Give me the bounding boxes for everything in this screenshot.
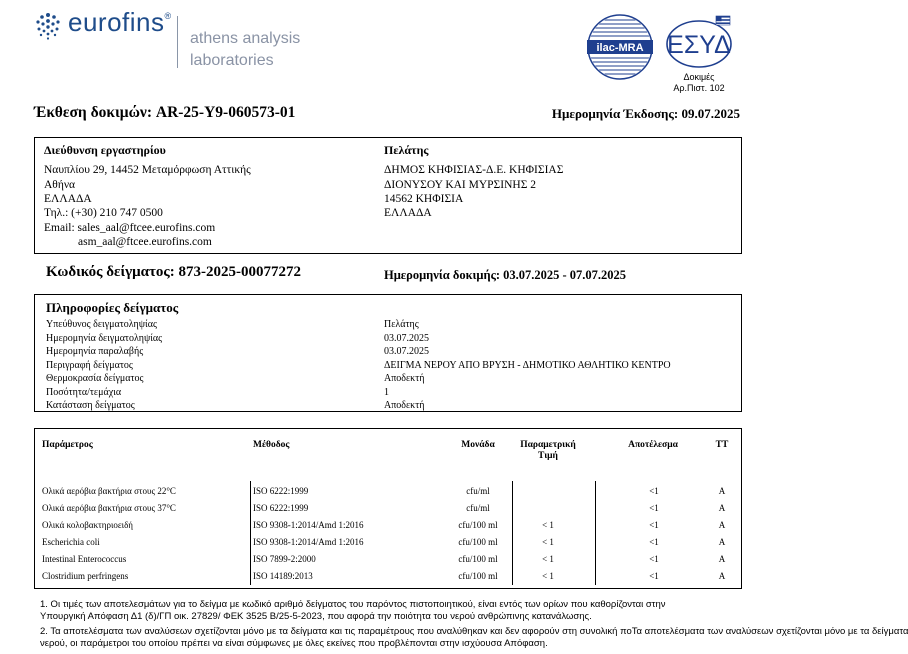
note-2-line2: νερού, οι παράμετροι του οποίου πρέπει να είναι σύμφωνες με όλες εκείνες που προβλέπονται στην ισχύουσα Απόφαση. xyxy=(40,638,548,649)
note-1-line2: Υπουργική Απόφαση Δ1 (δ)/ΓΠ οικ. 27829/ ΦΕΚ 3525 Β/25-5-2023, που αφορά την ποιότητα του νερού ανθρώπινης κατανάλωσης. xyxy=(40,611,592,622)
row-parametric-value: < 1 xyxy=(542,537,554,547)
row-result: <1 xyxy=(649,486,659,496)
row-tt: A xyxy=(718,537,726,547)
col-header-parametric-value-line1: Παραμετρική xyxy=(520,440,576,450)
row-method: ISO 9308-1:2014/Amd 1:2016 xyxy=(253,537,364,547)
note-1-line1: 1. Οι τιμές των αποτελεσμάτων για το δείγμα με κωδικό αριθμό δείγματος του παρόντος πιστοποιητικού, είναι εντός των ορίων που καθορίζονται στην xyxy=(40,599,666,610)
esyd-seal-icon xyxy=(664,14,734,70)
row-tt: A xyxy=(718,503,726,513)
col-header-method: Μέθοδος xyxy=(253,440,290,450)
col-header-tt: TT xyxy=(715,440,729,450)
row-tt: A xyxy=(718,571,726,581)
lab-email-sales: Email: sales_aal@ftcee.eurofins.com xyxy=(44,221,216,234)
row-method: ISO 7899-2:2000 xyxy=(253,554,316,564)
row-result: <1 xyxy=(649,554,659,564)
row-parameter: Ολικά κολοβακτηριοειδή xyxy=(42,520,134,530)
row-result: <1 xyxy=(649,571,659,581)
lab-address-line: Ναυπλίου 29, 14452 Μεταμόρφωση Αττικής xyxy=(44,164,251,176)
row-result: <1 xyxy=(649,503,659,513)
row-parameter: Ολικά αερόβια βακτήρια στους 37°C xyxy=(42,503,176,513)
client-label: Πελάτης xyxy=(384,143,429,157)
sample-info-label: Ημερομηνία δειγματοληψίας xyxy=(46,332,163,344)
row-result: <1 xyxy=(649,537,659,547)
lab-address-line: Αθήνα xyxy=(44,178,76,191)
sample-info-label: Ημερομηνία παραλαβής xyxy=(46,346,144,357)
row-tt: A xyxy=(718,520,726,530)
sample-info-value: Πελάτης xyxy=(384,319,419,330)
sample-info-value: 03.07.2025 xyxy=(384,332,429,344)
row-method: ISO 14189:2013 xyxy=(253,571,313,581)
esyd-caption-accreditation: Αρ.Πιστ. 102 xyxy=(673,83,725,93)
sample-info-label: Περιγραφή δείγματος xyxy=(46,359,133,371)
row-parameter: Escherichia coli xyxy=(42,537,100,547)
esyd-logo-text: ΕΣΥΔ xyxy=(667,31,731,59)
row-tt: A xyxy=(718,486,726,496)
report-title: Έκθεση δοκιμών: AR-25-Y9-060573-01 xyxy=(34,104,296,121)
row-tt: A xyxy=(718,554,726,564)
lab-name-line1: athens analysis xyxy=(190,30,301,47)
ilac-mra-seal-icon xyxy=(586,12,654,82)
sample-code: Κωδικός δείγματος: 873-2025-00077272 xyxy=(46,264,301,280)
eurofins-logo-mark-icon xyxy=(34,12,62,40)
lab-address-label: Διεύθυνση εργαστηρίου xyxy=(44,143,166,157)
row-parameter: Intestinal Enterococcus xyxy=(42,554,127,564)
row-unit: cfu/ml xyxy=(466,486,490,496)
logo-text: eurofins xyxy=(68,7,165,37)
sample-info-label: Υπεύθυνος δειγματοληψίας xyxy=(46,319,157,330)
row-unit: cfu/100 ml xyxy=(458,520,498,530)
row-unit: cfu/ml xyxy=(466,503,490,513)
col-header-parameter: Παράμετρος xyxy=(42,440,93,450)
lab-email-asm: asm_aal@ftcee.eurofins.com xyxy=(78,236,212,248)
lab-phone: Τηλ.: (+30) 210 747 0500 xyxy=(44,207,163,219)
test-date: Ημερομηνία δοκιμής: 03.07.2025 - 07.07.2025 xyxy=(384,268,627,282)
row-method: ISO 6222:1999 xyxy=(253,486,309,496)
col-divider xyxy=(250,481,251,585)
row-method: ISO 9308-1:2014/Amd 1:2016 xyxy=(253,520,364,530)
row-parametric-value: < 1 xyxy=(542,571,554,581)
client-line: ΕΛΛΑΔΑ xyxy=(384,207,432,219)
col-header-parametric-value-line2: Τιμή xyxy=(538,451,558,461)
sample-info-value: Αποδεκτή xyxy=(384,400,425,411)
row-parametric-value: < 1 xyxy=(542,520,554,530)
row-parameter: Ολικά αερόβια βακτήρια στους 22°C xyxy=(42,486,176,496)
note-2-line1: 2. Τα αποτελέσματα των αναλύσεων σχετίζονται μόνο με τα δείγματα και τις παραμέτρους που αναλύθηκαν και δεν αφορούν στη συνολική ποΤα αποτελέσματα των αναλύσεων σχετίζονται μόνο με τα δείγματα xyxy=(40,626,908,637)
eurofins-logo xyxy=(68,7,172,38)
lab-name-line2: laboratories xyxy=(190,52,274,69)
col-divider xyxy=(595,481,596,585)
row-parameter: Clostridium perfringens xyxy=(42,571,129,581)
sample-info-title: Πληροφορίες δείγματος xyxy=(46,300,179,315)
col-header-parametric-value xyxy=(508,440,588,462)
header-divider xyxy=(177,16,178,68)
row-unit: cfu/100 ml xyxy=(458,537,498,547)
row-unit: cfu/100 ml xyxy=(458,554,498,564)
sample-info-label: Ποσότητα/τεμάχια xyxy=(46,386,122,398)
issue-date: Ημερομηνία Έκδοσης: 09.07.2025 xyxy=(551,106,740,121)
sample-info-value: 1 xyxy=(384,386,389,398)
sample-info-value: 03.07.2025 xyxy=(384,346,429,357)
lab-address-line: ΕΛΛΑΔΑ xyxy=(44,193,92,205)
registered-mark: ® xyxy=(164,11,172,21)
ilac-logo-text: ilac-MRA xyxy=(596,42,644,54)
sample-info-label: Κατάσταση δείγματος xyxy=(46,400,135,411)
client-line: ΔΗΜΟΣ ΚΗΦΙΣΙΑΣ-Δ.Ε. ΚΗΦΙΣΙΑΣ xyxy=(384,164,564,176)
row-result: <1 xyxy=(649,520,659,530)
esyd-caption-tests: Δοκιμές xyxy=(683,72,715,82)
col-divider xyxy=(512,481,513,585)
col-header-result: Αποτέλεσμα xyxy=(628,440,678,450)
row-parametric-value: < 1 xyxy=(542,554,554,564)
client-line: 14562 ΚΗΦΙΣΙΑ xyxy=(384,193,464,205)
col-header-unit: Μονάδα xyxy=(461,440,495,450)
row-unit: cfu/100 ml xyxy=(458,571,498,581)
client-line: ΔΙΟΝΥΣΟΥ ΚΑΙ ΜΥΡΣΙΝΗΣ 2 xyxy=(384,178,537,191)
sample-info-label: Θερμοκρασία δείγματος xyxy=(46,373,144,384)
sample-info-value: Αποδεκτή xyxy=(384,373,425,384)
sample-info-value: ΔΕΙΓΜΑ ΝΕΡΟΥ ΑΠΟ ΒΡΥΣΗ - ΔΗΜΟΤΙΚΟ ΑΘΛΗΤΙΚΟ ΚΕΝΤΡΟ xyxy=(384,359,671,371)
row-method: ISO 6222:1999 xyxy=(253,503,309,513)
